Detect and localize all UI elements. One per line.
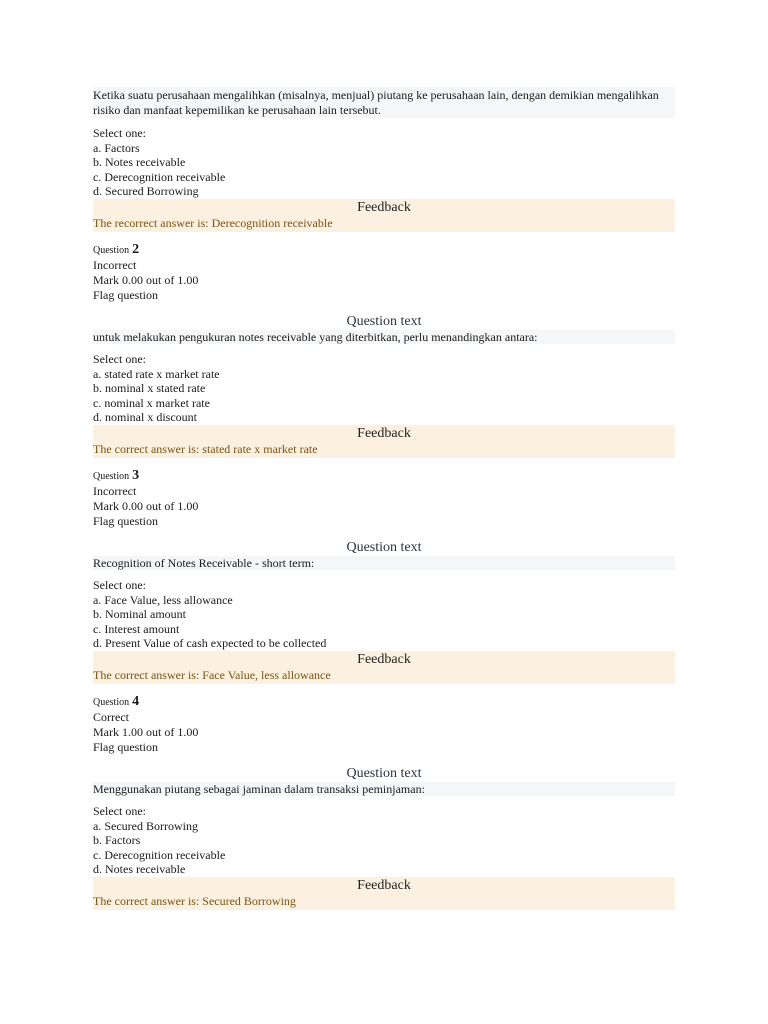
question-number-value: 4: [132, 693, 140, 709]
question-3-info: [93, 468, 675, 529]
feedback-heading: Feedback: [93, 425, 675, 442]
question-4-info: [93, 694, 675, 755]
select-one-label: Select one:: [93, 126, 146, 140]
answer-option-d[interactable]: d. nominal x discount: [93, 410, 197, 425]
feedback-heading: Feedback: [93, 651, 675, 668]
question-2-options: [93, 352, 675, 425]
question-number: [93, 468, 675, 484]
question-text-heading: Question text: [346, 539, 422, 555]
question-4-options: [93, 804, 675, 877]
answer-option-c[interactable]: c. Derecognition receivable: [93, 169, 226, 184]
answer-option-a[interactable]: a. Secured Borrowing: [93, 818, 198, 833]
question-label: Question: [93, 696, 130, 708]
flag-question-link[interactable]: Flag question: [93, 513, 158, 528]
quiz-review: [93, 87, 675, 910]
flag-question-link[interactable]: Flag question: [93, 287, 158, 302]
select-one-label: Select one:: [93, 803, 146, 818]
question-number-value: 2: [132, 241, 140, 257]
answer-option-d[interactable]: d. Present Value of cash expected to be collected: [93, 636, 327, 651]
answer-option-c[interactable]: c. Interest amount: [93, 621, 180, 636]
question-label: Question: [93, 470, 130, 482]
question-3-options: [93, 578, 675, 651]
question-1-options: [93, 126, 675, 199]
flag-question-link[interactable]: Flag question: [93, 739, 158, 754]
question-grade: Mark 1.00 out of 1.00: [93, 724, 199, 739]
question-3: [93, 468, 675, 684]
question-number: [93, 694, 675, 710]
feedback-heading: Feedback: [93, 199, 675, 216]
feedback-text: The correct answer is: Secured Borrowing: [93, 894, 675, 910]
question-state: Incorrect: [93, 257, 137, 272]
question-2-text: untuk melakukan pengukuran notes receivable yang diterbitkan, perlu menandingkan antara:: [93, 330, 675, 344]
question-4: [93, 694, 675, 910]
answer-option-a[interactable]: a. stated rate x market rate: [93, 366, 220, 381]
answer-option-b[interactable]: b. Notes receivable: [93, 155, 186, 170]
feedback-text: The correct answer is: stated rate x market rate: [93, 442, 675, 458]
answer-option-c[interactable]: c. Derecognition receivable: [93, 847, 226, 862]
question-2: [93, 242, 675, 458]
question-grade: Mark 0.00 out of 1.00: [93, 498, 199, 513]
select-one-label: Select one:: [93, 351, 146, 366]
feedback-heading: Feedback: [93, 877, 675, 894]
question-2-info: [93, 242, 675, 303]
answer-option-b[interactable]: b. Factors: [93, 833, 141, 848]
select-one-label: Select one:: [93, 577, 146, 592]
answer-option-a[interactable]: a. Face Value, less allowance: [93, 592, 233, 607]
question-1: [93, 87, 675, 232]
question-number-value: 3: [132, 467, 140, 483]
question-grade: Mark 0.00 out of 1.00: [93, 272, 199, 287]
question-4-text: Menggunakan piutang sebagai jaminan dalam transaksi peminjaman:: [93, 782, 675, 796]
question-state: Correct: [93, 709, 129, 724]
answer-option-a[interactable]: a. Factors: [93, 140, 140, 155]
answer-option-c[interactable]: c. nominal x market rate: [93, 395, 210, 410]
answer-option-d[interactable]: d. Notes receivable: [93, 862, 186, 877]
answer-option-d[interactable]: d. Secured Borrowing: [93, 184, 199, 199]
feedback-text: The recorrect answer is: Derecognition receivable: [93, 216, 675, 232]
feedback-text: The correct answer is: Face Value, less allowance: [93, 668, 675, 684]
answer-option-b[interactable]: b. nominal x stated rate: [93, 381, 206, 396]
question-text-heading: Question text: [346, 765, 422, 781]
question-text-heading: Question text: [346, 313, 422, 329]
question-3-text: Recognition of Notes Receivable - short term:: [93, 556, 675, 570]
answer-option-b[interactable]: b. Nominal amount: [93, 607, 186, 622]
question-1-text: Ketika suatu perusahaan mengalihkan (misalnya, menjual) piutang ke perusahaan lain, dengan demikian mengalihkan risiko dan manfaat kepemilikan ke perusahaan lain tersebut.: [93, 87, 675, 118]
question-label: Question: [93, 244, 130, 256]
question-state: Incorrect: [93, 483, 137, 498]
question-number: [93, 242, 675, 258]
